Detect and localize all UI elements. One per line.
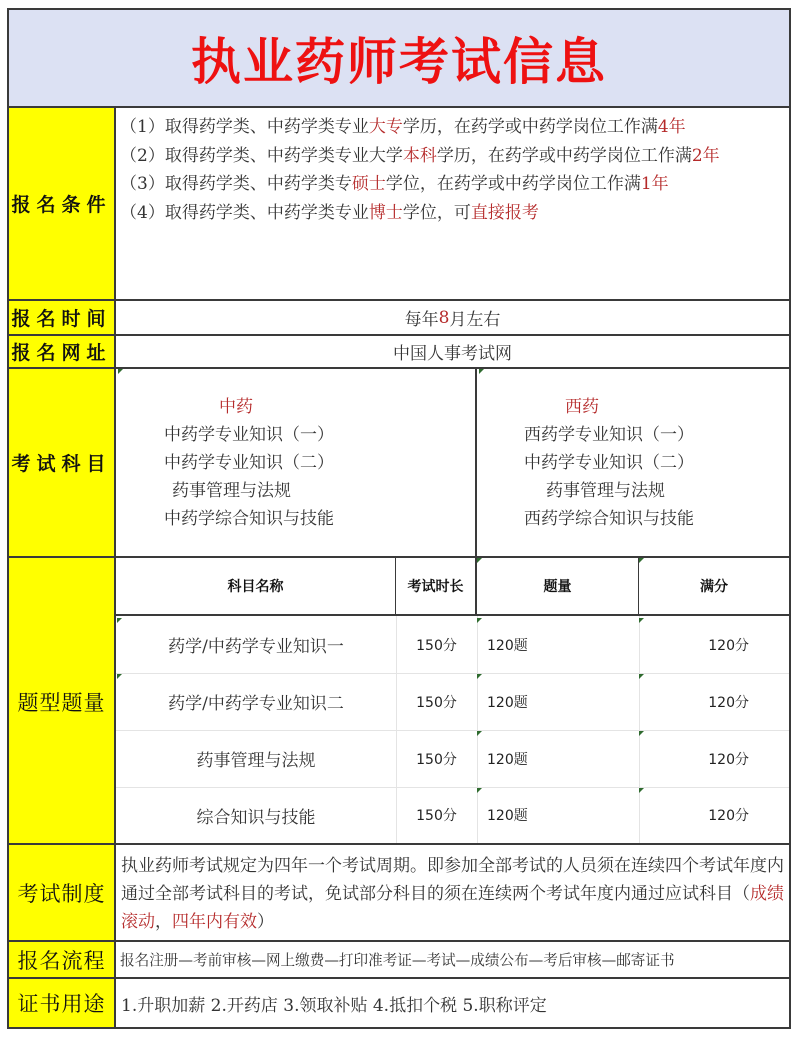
- subject-item: 中药学专业知识（二）: [524, 453, 694, 473]
- grid-line: [396, 616, 397, 843]
- table-cell-duration: 150分: [416, 751, 457, 768]
- subject-item: 西药学综合知识与技能: [524, 509, 694, 529]
- subject-item: 中药学专业知识（一）: [164, 425, 334, 445]
- cell-marker: [477, 618, 482, 623]
- subjects-western: [477, 369, 789, 558]
- grid-line: [116, 787, 789, 788]
- condition-item: （1）取得药学类、中药学类专业大专学历，在药学或中药学岗位工作满4年: [120, 117, 686, 137]
- cell-marker: [118, 369, 123, 374]
- page-title: 执业药师考试信息: [191, 33, 607, 91]
- tcm-heading: 中药: [219, 397, 253, 417]
- table-cell-subject: 综合知识与技能: [196, 807, 316, 828]
- subject-item: 药事管理与法规: [546, 481, 665, 501]
- subject-item: 西药学专业知识（一）: [524, 425, 694, 445]
- table-cell-count: 120题: [487, 637, 528, 654]
- label-question-types: 题型题量: [9, 558, 116, 845]
- label-process: 报名流程: [9, 942, 116, 979]
- table-cell-count: 120题: [487, 751, 528, 768]
- label-reg-site: 报名网址: [9, 336, 116, 369]
- table-cell-subject: 药学/中药学专业知识二: [168, 694, 344, 714]
- table-cell-subject: 药学/中药学专业知识一: [168, 637, 344, 657]
- reg-time-value: 每年 8 月左右: [116, 301, 789, 336]
- usage-value: 1.升职加薪 2.开药店 3.领取补贴 4.抵扣个税 5.职称评定: [116, 979, 789, 1027]
- exam-info-sheet: [7, 8, 791, 1029]
- label-system: 考试制度: [9, 845, 116, 942]
- cell-marker: [639, 674, 644, 679]
- grid-line: [639, 616, 640, 843]
- table-cell-count: 120题: [487, 808, 528, 824]
- subjects-tcm: [116, 369, 477, 558]
- cell-marker: [477, 788, 482, 793]
- conditions-content: [116, 108, 789, 301]
- grid-line: [477, 616, 478, 843]
- question-table: [116, 558, 789, 845]
- table-cell-duration: 150分: [416, 808, 457, 824]
- table-cell-score: 120分: [708, 694, 749, 711]
- cell-marker: [477, 558, 482, 563]
- condition-item: （4）取得药学类、中药学类专业博士学位，可直接报考: [120, 202, 539, 223]
- condition-item: （3）取得药学类、中药学类专硕士学位，在药学或中药学岗位工作满1年: [120, 174, 669, 194]
- cell-marker: [117, 618, 122, 623]
- western-heading: 西药: [565, 397, 599, 417]
- table-cell-subject: 药事管理与法规: [196, 751, 316, 771]
- cell-marker: [639, 788, 644, 793]
- cell-marker: [477, 674, 482, 679]
- cell-marker: [117, 674, 122, 679]
- subject-item: 药事管理与法规: [172, 481, 291, 501]
- th-subject: 科目名称: [116, 558, 396, 616]
- grid-line: [116, 673, 789, 674]
- label-subjects: 考试科目: [9, 369, 116, 558]
- system-content: 执业药师考试规定为四年一个考试周期。即参加全部考试的人员须在连续四个考试年度内通过全部考试科目的考试，免试部分科目的须在连续两个考试年度内通过应试科目（成绩滚动，四年内有效）: [116, 845, 789, 942]
- table-cell-duration: 150分: [416, 694, 457, 711]
- label-reg-time: 报名时间: [9, 301, 116, 336]
- cell-marker: [477, 731, 482, 736]
- title-band: [9, 10, 789, 108]
- th-count: 题量: [477, 558, 639, 616]
- th-score: 满分: [639, 558, 789, 616]
- label-usage: 证书用途: [9, 979, 116, 1027]
- table-cell-score: 120分: [708, 751, 749, 768]
- table-cell-duration: 150分: [416, 637, 457, 654]
- table-cell-score: 120分: [708, 808, 749, 824]
- th-duration: 考试时长: [396, 558, 477, 616]
- cell-marker: [639, 618, 644, 623]
- table-cell-count: 120题: [487, 694, 528, 711]
- subject-item: 中药学专业知识（二）: [164, 453, 334, 473]
- cell-marker: [479, 369, 484, 374]
- label-conditions: 报名条件: [9, 108, 116, 301]
- cell-marker: [639, 558, 644, 563]
- table-cell-score: 120分: [708, 637, 749, 654]
- process-value: 报名注册—考前审核—网上缴费—打印准考证—考试—成绩公布—考后审核—邮寄证书: [116, 942, 789, 979]
- cell-marker: [639, 731, 644, 736]
- grid-line: [116, 730, 789, 731]
- subject-item: 中药学综合知识与技能: [164, 509, 334, 529]
- reg-site-value: 中国人事考试网: [116, 336, 789, 369]
- condition-item: （2）取得药学类、中药学类专业大学本科学历，在药学或中药学岗位工作满2年: [120, 145, 720, 166]
